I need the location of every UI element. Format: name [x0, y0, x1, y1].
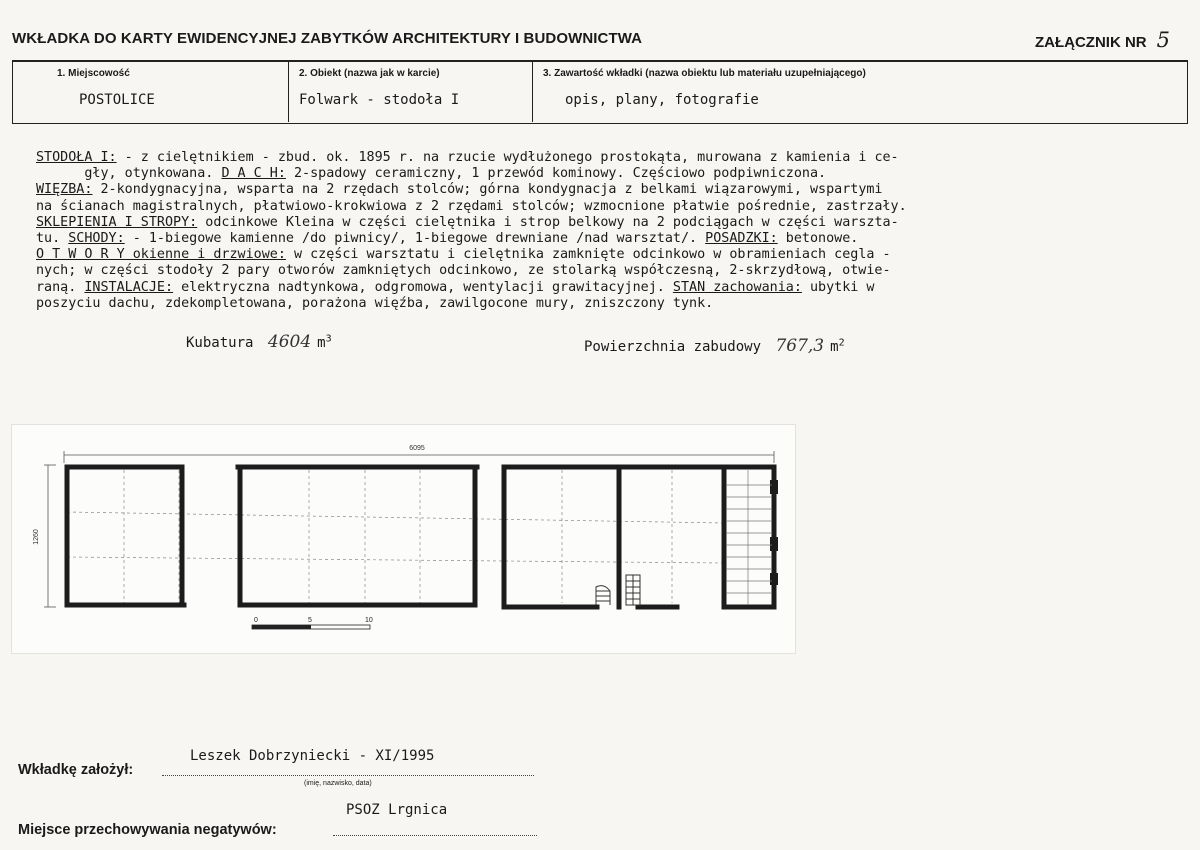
desc-line	[36, 199, 1166, 215]
volume-metric	[186, 332, 332, 352]
desc-line	[36, 231, 1166, 247]
desc-text: raną.	[36, 279, 85, 295]
desc-text: ubytki w	[801, 279, 875, 295]
annex-label: ZAŁĄCZNIK NR	[1034, 34, 1147, 51]
volume-value: 4604	[267, 332, 312, 352]
walls	[67, 467, 774, 607]
dimension-width-label: 1260	[33, 529, 40, 545]
volume-label: Kubatura	[186, 335, 254, 351]
storage-value: PSOZ Lrgnica	[346, 802, 448, 818]
floor-plan-drawing	[12, 425, 795, 653]
desc-line	[36, 296, 1166, 312]
field-contents-value: opis, plany, fotografie	[565, 92, 759, 108]
desc-text: poszyciu dachu, zdekompletowana, porażona więźba, zawilgocone mury, zniszczony tynk.	[36, 295, 714, 311]
field-object	[289, 62, 533, 122]
keyword-instalacje: INSTALACJE:	[84, 279, 174, 295]
field-contents	[533, 62, 1187, 122]
keyword-stan: STAN zachowania:	[672, 279, 802, 295]
desc-text: odcinkowe Kleina w części cielętnika i strop belkowy na 2 podciągach w części warszta-	[197, 214, 899, 230]
author-hint: (imię, nazwisko, data)	[304, 780, 372, 787]
desc-line	[36, 182, 1166, 198]
keyword-dach: D A C H:	[221, 166, 286, 182]
area-unit-exp: 2	[838, 337, 845, 349]
stairs-right	[726, 470, 772, 605]
desc-line	[36, 280, 1166, 296]
author-value: Leszek Dobrzyniecki - XI/1995	[190, 748, 435, 764]
dimension-length-label: 6095	[409, 445, 425, 452]
desc-text: nych; w części stodoły 2 pary otworów zamkniętych odcinkowo, ze stolarką współczesną, 2-skrzydłową, otwie-	[36, 263, 891, 279]
keyword-stodola: STODOŁA I:	[36, 150, 117, 165]
area-label: Powierzchnia zabudowy	[584, 339, 762, 355]
volume-unit: m	[317, 335, 326, 351]
desc-text: - z cielętnikiem - zbud. ok. 1895 r. na rzucie wydłużonego prostokąta, murowana z kamienia i ce-	[116, 150, 899, 165]
field-object-label: 2. Obiekt (nazwa jak w karcie)	[299, 68, 440, 79]
keyword-sklepienia: SKLEPIENIA I STROPY:	[36, 214, 198, 230]
scale-bar	[252, 617, 373, 629]
keyword-posadzki: POSADZKI:	[705, 231, 778, 247]
desc-text: 2-kondygnacyjna, wsparta na 2 rzędach stolców; górna kondygnacja z belkami wiązarowymi, wspartymi	[92, 182, 883, 198]
desc-line	[36, 247, 1166, 263]
desc-line	[36, 166, 1166, 182]
scale-label-5: 5	[308, 617, 312, 624]
desc-line	[36, 215, 1166, 231]
area-metric	[584, 336, 845, 356]
field-locality-label: 1. Miejscowość	[57, 68, 130, 79]
keyword-otwory: O T W O R Y okienne i drzwiowe:	[36, 247, 286, 263]
area-value: 767,3	[775, 336, 825, 356]
floor-plan	[12, 425, 795, 653]
desc-text: 2-spadowy ceramiczny, 1 przewód kominowy. Częściowo podpiwniczona.	[285, 166, 827, 182]
desc-line	[36, 150, 1166, 166]
author-label: Wkładkę założył:	[18, 762, 134, 778]
keyword-wiezba: WIĘZBA:	[36, 182, 93, 198]
storage-dotted-line	[333, 835, 537, 836]
area-unit: m	[830, 339, 839, 355]
field-object-value: Folwark - stodoła I	[299, 92, 460, 108]
keyword-schody: SCHODY:	[68, 231, 125, 247]
volume-unit-exp: 3	[325, 333, 332, 345]
field-locality-value: POSTOLICE	[79, 92, 155, 108]
desc-text: elektryczna nadtynkowa, odgromowa, wentylacji grawitacyjnej.	[173, 279, 673, 295]
desc-text: - 1-biegowe kamienne /do piwnicy/, 1-biegowe drewniane /nad warsztat/.	[124, 231, 706, 247]
form-title: WKŁADKA DO KARTY EWIDENCYJNEJ ZABYTKÓW ARCHITEKTURY I BUDOWNICTWA	[12, 30, 643, 47]
building-description	[36, 150, 1166, 312]
annex-number	[1035, 28, 1170, 52]
field-contents-label: 3. Zawartość wkładki (nazwa obiektu lub materiału uzupełniającego)	[543, 68, 866, 79]
scale-label-0: 0	[254, 617, 258, 624]
header-fields-table	[12, 62, 1188, 124]
scale-label-10: 10	[365, 617, 373, 624]
structural-grid	[67, 470, 724, 603]
storage-label: Miejsce przechowywania negatywów:	[18, 822, 277, 838]
desc-text: na ścianach magistralnych, płatwiowo-krokwiowa z 2 rzędami stolców; wzmocnione płatwie pośrednie, zastrzały.	[36, 198, 907, 214]
desc-text: betonowe.	[777, 231, 859, 247]
desc-line	[36, 263, 1166, 279]
desc-text: gły, otynkowana.	[36, 166, 222, 182]
desc-text: w części warsztatu i cielętnika zamknięte odcinkowo w obramieniach cegla -	[285, 247, 891, 263]
desc-text: tu.	[36, 231, 69, 247]
annex-number-value: 5	[1156, 28, 1170, 52]
author-dotted-line	[162, 775, 534, 776]
field-locality	[13, 62, 289, 122]
